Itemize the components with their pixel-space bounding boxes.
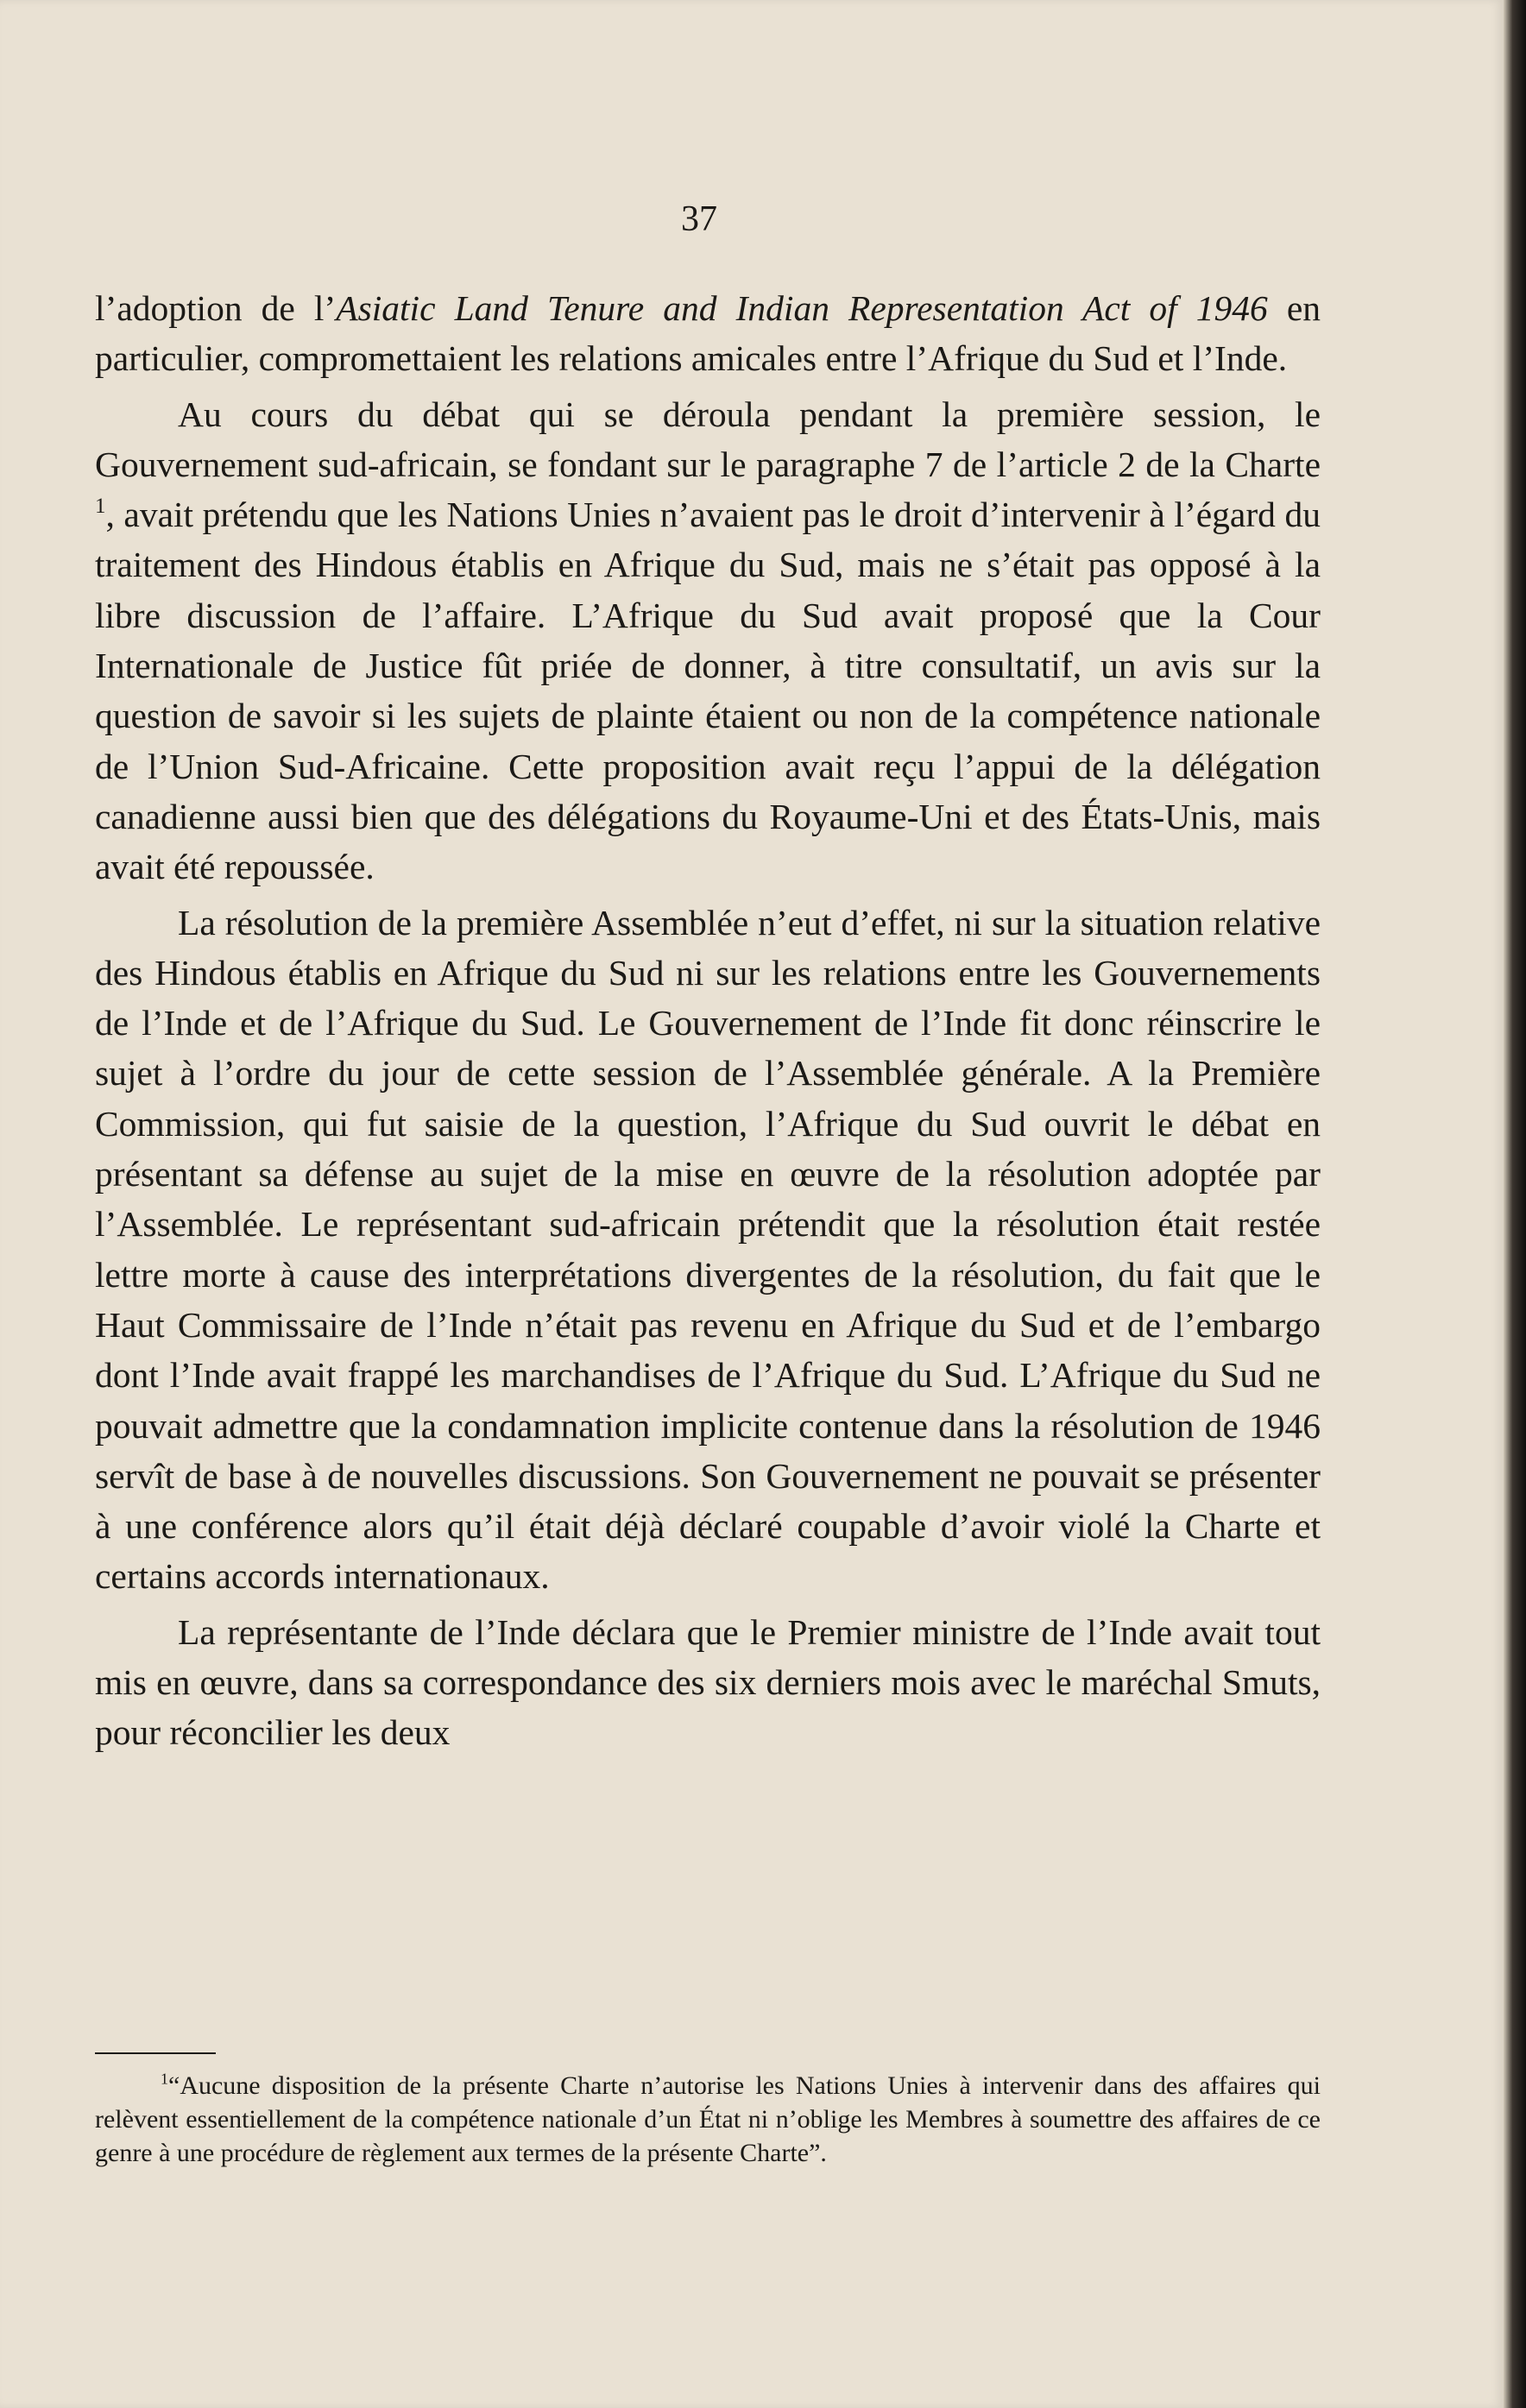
footnote-marker: 1 [161,2070,168,2088]
act-title: Asiatic Land Tenure and Indian Representation Act of 1946 [336,288,1268,328]
footnote-text: “Aucune disposition de la présente Charte n’autorise les Nations Unies à intervenir dans des affaires qui relèvent essentiellement de la compétence nationale d’un État ni n’oblige les Membres à soumettre des affaires de ce genre à une procédure de règlement aux termes de la présente Charte”. [95,2071,1321,2167]
page-edge-shadow [1504,0,1526,2408]
paragraph-2-after-note: , avait prétendu que les Nations Unies n’avaient pas le droit d’intervenir à l’égard du traitement des Hindous établis en Afrique du Sud, mais ne s’était pas opposé à la libre discussion de l’affaire. L’Afrique du Sud avait proposé que la Cour Internationale de Justice fût priée de donner, à titre consultatif, un avis sur la question de savoir si les sujets de plainte étaient ou non de la compétence nationale de l’Union Sud-Africaine. Cette proposition avait reçu l’appui de la délégation canadienne aussi bien que des délégations du Royaume-Uni et des États-Unis, mais avait été repoussée. [95,495,1321,887]
paragraph-2 [95,389,1321,892]
paragraph-1-prefix: l’adoption de l’ [95,288,337,328]
paragraph-1-suffix: en particulier, compromettaient les relations amicales entre l’Afrique du Sud et l’Inde. [95,288,1321,379]
paragraph-3: La résolution de la première Assemblée n’eut d’effet, ni sur la situation relative des Hindous établis en Afrique du Sud ni sur les relations entre les Gouvernements de l’Inde et de l’Afrique du Sud. Le Gouvernement de l’Inde fit donc réinscrire le sujet à l’ordre du jour de cette session de l’Assemblée générale. A la Première Commission, qui fut saisie de la question, l’Afrique du Sud ouvrit le débat en présentant sa défense au sujet de la mise en œuvre de la résolution adoptée par l’Assemblée. Le représentant sud-africain prétendit que la résolution était restée lettre morte à cause des interprétations divergentes de la résolution, du fait que le Haut Commissaire de l’Inde n’était pas revenu en Afrique du Sud et de l’embargo dont l’Inde avait frappé les marchandises de l’Afrique du Sud. L’Afrique du Sud ne pouvait admettre que la condamnation implicite contenue dans la résolution de 1946 servît de base à de nouvelles discussions. Son Gouvernement ne pouvait se présenter à une conférence alors qu’il était déjà déclaré coupable d’avoir violé la Charte et certains accords internationaux. [95,902,1321,1597]
paragraph-1 [95,283,1321,384]
body-text [95,283,1321,1758]
page-number: 37 [681,199,717,239]
footnote-reference: 1 [95,495,106,519]
paragraph-4: La représentante de l’Inde déclara que le Premier ministre de l’Inde avait tout mis en œuvre, dans sa correspondance des six derniers mois avec le maréchal Smuts, pour réconcilier les deux [95,1611,1321,1753]
footnote [95,2069,1321,2170]
footnote-rule [95,2052,216,2054]
paragraph-2-before-note: Au cours du débat qui se déroula pendant la première session, le Gouvernement sud-africain, se fondant sur le paragraphe 7 de l’article 2 de la Charte [95,394,1321,484]
